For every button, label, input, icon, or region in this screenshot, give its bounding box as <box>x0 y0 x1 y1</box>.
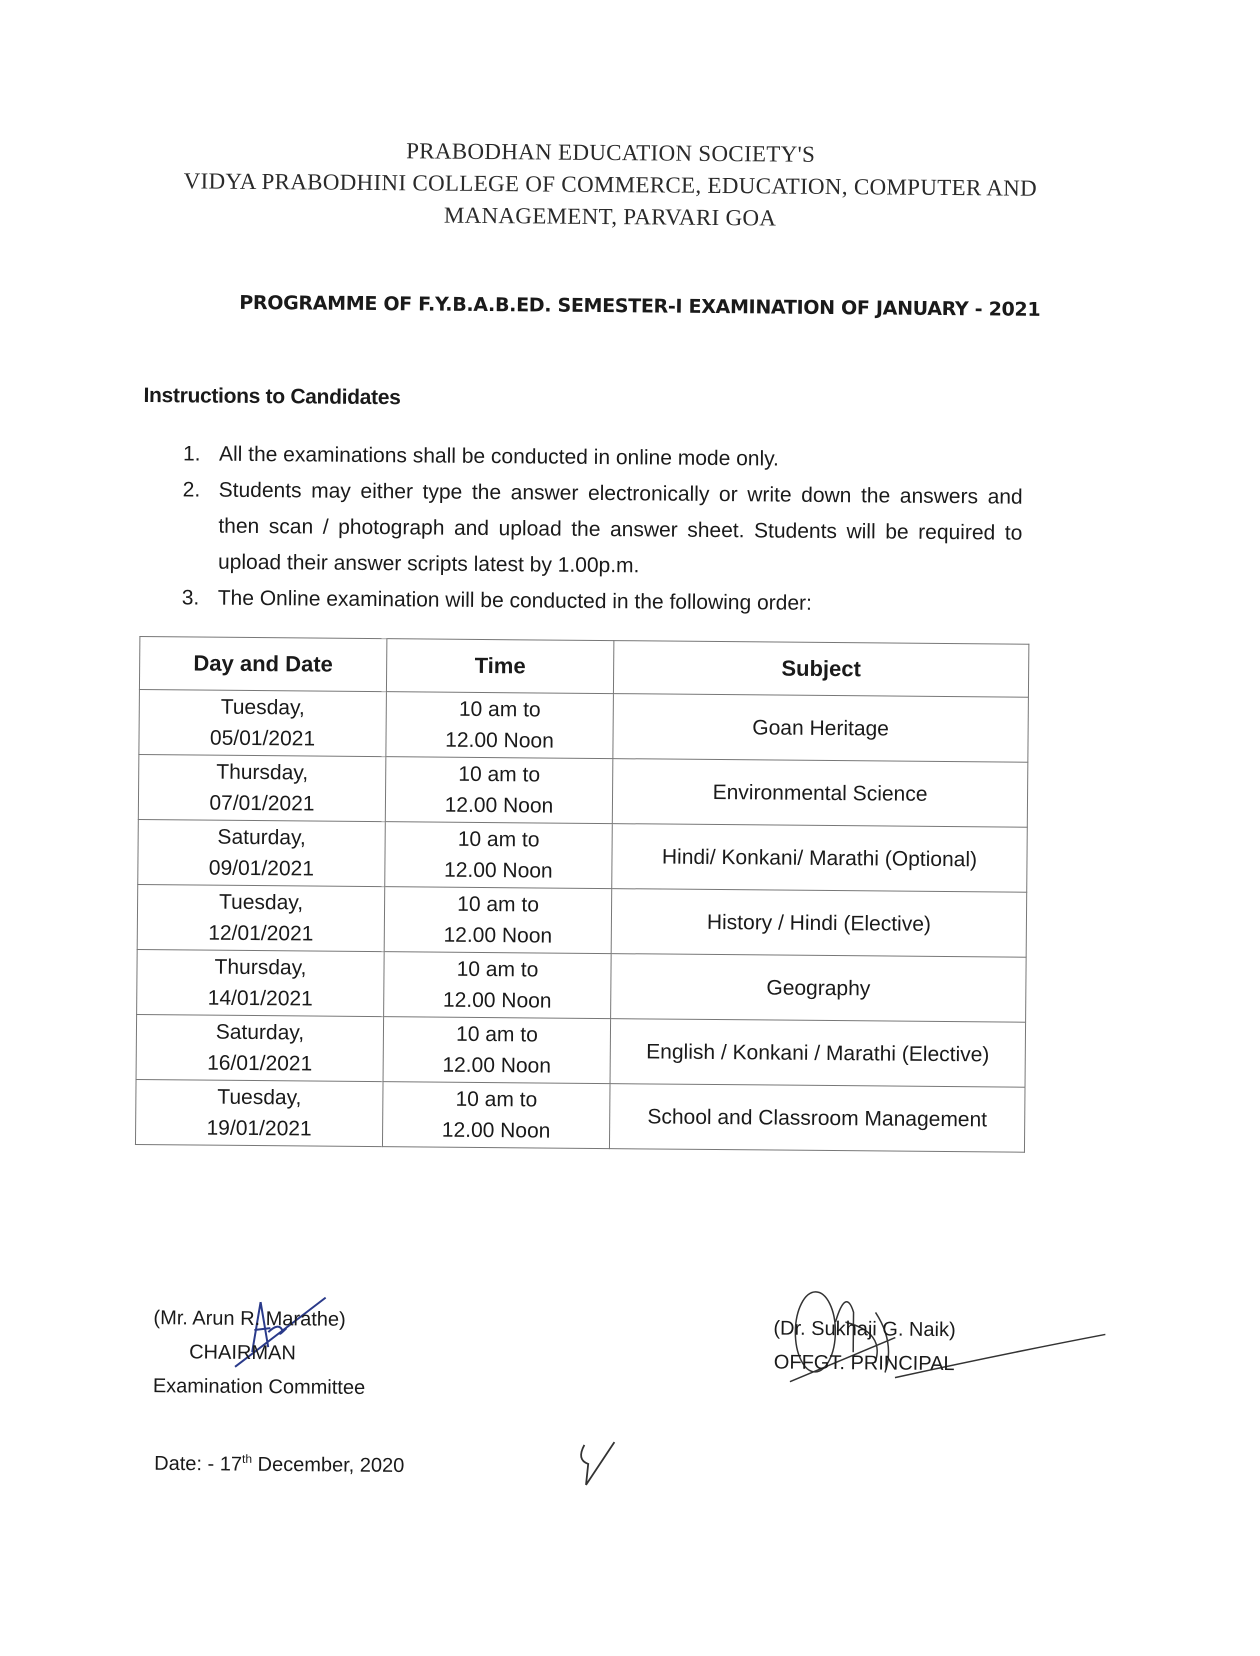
table-row <box>139 689 1029 762</box>
time-cell: 10 am to 12.00 Noon <box>385 757 613 824</box>
society-name: PRABODHAN EDUCATION SOCIETY'S <box>406 138 816 167</box>
day-date-cell: Tuesday, 05/01/2021 <box>139 689 387 756</box>
college-name-cont: MANAGEMENT, PARVARI GOA <box>443 202 777 231</box>
instructions-list <box>182 436 1024 623</box>
left-signatory-block <box>153 1301 366 1405</box>
day-date-cell: Tuesday, 19/01/2021 <box>135 1079 383 1146</box>
time-cell: 10 am to 12.00 Noon <box>386 692 614 759</box>
day-date-cell: Saturday, 16/01/2021 <box>136 1014 384 1081</box>
time-cell: 10 am to 12.00 Noon <box>382 1082 610 1149</box>
initials-mark-icon <box>574 1440 624 1490</box>
table-row <box>136 1014 1026 1087</box>
time-cell: 10 am to 12.00 Noon <box>383 1017 611 1084</box>
principal-role: OFFGT. PRINCIPAL <box>773 1351 955 1376</box>
instruction-item: 1. All the examinations shall be conducted in online mode only. <box>182 442 780 471</box>
time-cell: 10 am to 12.00 Noon <box>384 952 612 1019</box>
instructions-heading: Instructions to Candidates <box>143 384 401 410</box>
chairman-role: CHAIRMAN <box>189 1341 296 1365</box>
table-row <box>135 1079 1025 1152</box>
subject-cell: Geography <box>611 954 1027 1023</box>
subject-cell: English / Konkani / Marathi (Elective) <box>610 1019 1026 1088</box>
principal-name: (Dr. Sukhaji G. Naik) <box>773 1317 956 1342</box>
exam-schedule-table <box>135 636 1029 1153</box>
table-row <box>137 884 1027 957</box>
table-row <box>138 754 1028 827</box>
subject-cell: History / Hindi (Elective) <box>611 889 1027 958</box>
day-date-cell: Thursday, 14/01/2021 <box>137 949 385 1016</box>
col-header-time: Time <box>386 639 613 694</box>
right-signatory-block <box>773 1312 956 1382</box>
table-header-row <box>139 636 1028 697</box>
col-header-subject: Subject <box>613 641 1028 698</box>
day-date-cell: Tuesday, 12/01/2021 <box>137 884 385 951</box>
day-date-cell: Saturday, 09/01/2021 <box>138 819 386 886</box>
document-date: Date: - 17th December, 2020 <box>154 1451 405 1477</box>
instruction-item: 3. The Online examination will be conducted in the following order: <box>181 586 813 615</box>
col-header-day-date: Day and Date <box>139 636 386 691</box>
table-row <box>137 949 1027 1022</box>
table-row <box>138 819 1028 892</box>
time-cell: 10 am to 12.00 Noon <box>385 822 613 889</box>
subject-cell: Goan Heritage <box>613 694 1029 763</box>
time-cell: 10 am to 12.00 Noon <box>384 887 612 954</box>
subject-cell: Environmental Science <box>612 759 1028 828</box>
chairman-name: (Mr. Arun R. Marathe) <box>153 1307 346 1331</box>
day-date-cell: Thursday, 07/01/2021 <box>138 754 386 821</box>
college-name: VIDYA PRABODHINI COLLEGE OF COMMERCE, EDUCATION, COMPUTER AND <box>183 168 1038 201</box>
subject-cell: School and Classroom Management <box>609 1084 1025 1153</box>
subject-cell: Hindi/ Konkani/ Marathi (Optional) <box>612 824 1028 893</box>
instruction-item: 2. Students may either type the answer electronically or write down the answers and then scan / photograph and upload the answer sheet. Students will be required to upload their answer scripts latest by 1.00p.m. <box>182 478 1023 578</box>
document-title: PROGRAMME OF F.Y.B.A.B.ED. SEMESTER-I EXAMINATION OF JANUARY - 2021 <box>239 291 1041 321</box>
chairman-dept: Examination Committee <box>152 1375 366 1399</box>
